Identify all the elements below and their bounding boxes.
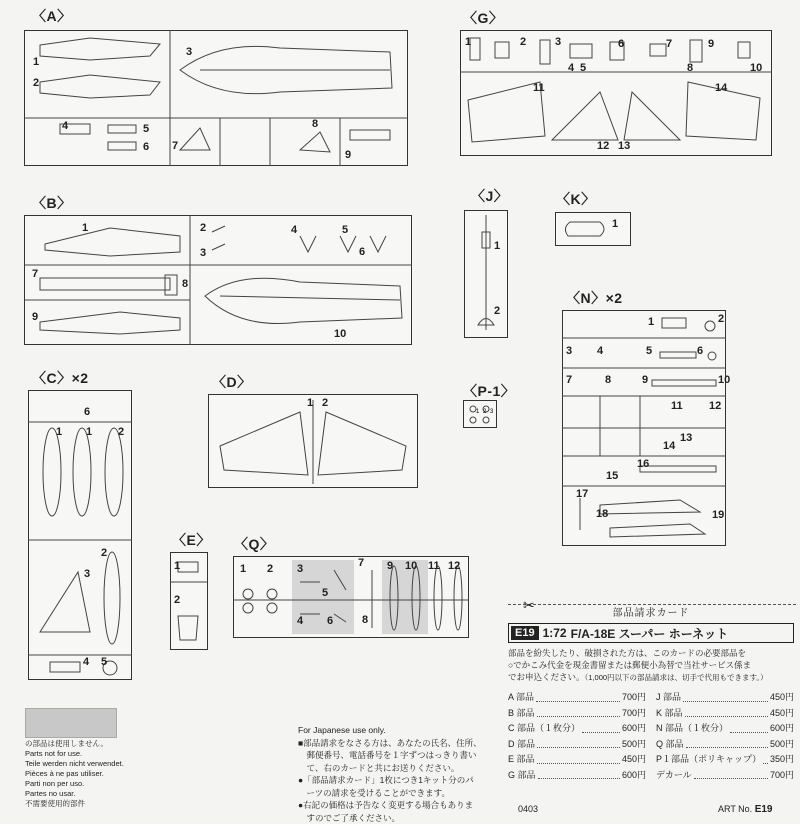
part-g12: 12 [597,140,610,152]
part-a5: 5 [143,123,150,135]
part-c3: 3 [84,568,91,580]
part-e1: 1 [174,560,181,572]
part-q1: 1 [240,563,247,575]
part-q4: 4 [297,615,304,627]
price-row[interactable]: G 部品 600円 [508,769,646,780]
part-g2: 2 [520,36,527,48]
card-title-bar [508,623,794,643]
part-b9: 9 [32,311,39,323]
part-n11: 11 [671,400,683,412]
part-b3: 3 [200,247,207,259]
kit-code: E19 [511,626,539,640]
part-j1: 1 [494,240,501,252]
part-n15: 15 [606,470,619,482]
price-row[interactable]: N 部品（１枚分） 600円 [656,723,794,733]
part-b8: 8 [182,278,189,290]
sprue-b-label: 〈B〉 [32,195,72,211]
part-q12: 12 [448,560,461,572]
part-a3: 3 [186,46,193,58]
part-n4: 4 [597,345,604,357]
part-n17: 17 [576,488,589,500]
part-n16: 16 [637,458,650,470]
part-c2a: 2 [118,426,125,438]
part-g4: 4 [568,62,575,74]
part-g9: 9 [708,38,715,50]
price-row[interactable]: B 部品 700円 [508,707,646,718]
part-g6: 6 [618,38,625,50]
print-code: 0403 [518,804,539,814]
part-p1-2: 2 [483,409,487,415]
part-q9: 9 [387,560,394,572]
price-row[interactable]: Q 部品 500円 [656,738,794,749]
kit-scale: 1:72 [542,626,567,640]
part-b6: 6 [359,246,366,258]
scissors-icon: ✂ [523,597,535,613]
part-b4: 4 [291,224,298,236]
part-n13: 13 [680,432,693,444]
sprue-k-label: 〈K〉 [556,191,596,207]
price-row[interactable]: K 部品 450円 [656,707,794,718]
card-header: 部品請求カード [612,608,690,619]
part-b5: 5 [342,224,349,236]
part-e2: 2 [174,594,181,606]
part-g1: 1 [465,36,472,48]
part-n9: 9 [642,374,649,386]
sprue-n-label: 〈N〉×2 [566,290,623,306]
art-number: ART No. E19 [718,804,773,815]
price-row[interactable]: D 部品 500円 [508,738,646,749]
part-n7: 7 [566,374,573,386]
price-row[interactable]: C 部品（１枚分） 600円 [508,723,646,733]
part-g10: 10 [750,62,763,74]
part-p1-3: 3 [490,409,494,415]
price-row[interactable]: E 部品 450円 [508,754,646,764]
part-c1b: 1 [86,426,93,438]
price-col-left [508,690,646,783]
part-q8: 8 [362,614,369,626]
kit-title: F/A-18E スーパー ホーネット [570,626,729,641]
part-k1: 1 [612,218,619,230]
unused-parts-legend: の部品は使用しません。 Parts not for use. Teile werden nicht verwendet. Pièces à ne pas utiliser. Parti non per uso. Partes no usar. 不需要使用的部件 [25,739,124,808]
part-d2: 2 [322,397,329,409]
part-n10: 10 [718,374,731,386]
part-j2: 2 [494,305,501,317]
part-n12: 12 [709,400,722,412]
price-col-right [656,690,794,783]
part-p1-1: 1 [476,409,480,415]
part-g13: 13 [618,140,631,152]
part-c4: 4 [83,656,90,668]
price-list [508,690,794,783]
part-n6: 6 [697,345,704,357]
sprue-e-label: 〈E〉 [172,532,211,548]
part-c2b: 2 [101,547,108,559]
part-n14: 14 [663,440,676,452]
sprue-a-label: 〈A〉 [32,8,72,24]
part-n5: 5 [646,345,653,357]
sprue-g-label: 〈G〉 [463,10,504,26]
price-row[interactable]: A 部品 700円 [508,692,646,702]
sprue-c-label: 〈C〉×2 [32,370,89,386]
card-intro: 部品を紛失したり、破損された方は、このカードの必要部品を ○でかこみ代金を現金書留または郵便小為替で当社サービス係ま でお申込ください。（1,000円以下の部品請求は、切手で代用もできます。） [508,648,768,682]
part-q6: 6 [327,615,334,627]
sprue-q-label: 〈Q〉 [234,536,275,552]
part-a7: 7 [172,140,179,152]
part-n8: 8 [605,374,612,386]
price-row[interactable]: デカール 700円 [656,769,794,780]
part-n2: 2 [718,313,725,325]
sprue-p1-label: 〈P-1〉 [463,383,516,399]
part-g3: 3 [555,36,562,48]
part-g7: 7 [666,38,673,50]
part-b1: 1 [82,222,89,234]
part-q7: 7 [358,557,365,569]
part-a2: 2 [33,77,40,89]
part-g8: 8 [687,62,694,74]
price-row[interactable]: J 部品 450円 [656,692,794,702]
part-a9: 9 [345,149,352,161]
part-q5: 5 [322,587,329,599]
parts-order-card [508,598,794,808]
part-d1: 1 [307,397,314,409]
part-b10: 10 [334,328,347,340]
part-q3: 3 [297,563,304,575]
part-b2: 2 [200,222,207,234]
japan-order-note: For Japanese use only. ■部品請求をなさる方は、あなたの氏名、住所、 郵便番号、電話番号を１字ずつはっきり書い て、右のカードと共にお送りください。 ●「部品請求カード」1枚につき1キット分のパ ーツの請求を受けることができます。 ●右記の価格は予告なく変更する場合もありま すのでご了承ください。 [298,725,482,823]
part-a1: 1 [33,56,40,68]
unused-parts-swatch [25,708,117,738]
part-c1a: 1 [56,426,63,438]
part-n19: 19 [712,509,725,521]
part-a4: 4 [62,120,69,132]
price-row[interactable]: P１部品（ポリキャップ） 350円 [656,754,794,764]
part-q2: 2 [267,563,274,575]
part-q11: 11 [428,560,440,572]
part-g5: 5 [580,62,587,74]
part-c6: 6 [84,406,91,418]
part-q10: 10 [405,560,418,572]
part-a6: 6 [143,141,150,153]
sprue-d-label: 〈D〉 [212,374,252,390]
part-g11: 11 [533,82,545,94]
part-n18: 18 [596,508,609,520]
part-a8: 8 [312,118,319,130]
part-b7: 7 [32,268,39,280]
part-c5: 5 [101,656,108,668]
part-n3: 3 [566,345,573,357]
sprue-j-label: 〈J〉 [471,188,509,204]
part-g14: 14 [715,82,728,94]
part-n1: 1 [648,316,655,328]
